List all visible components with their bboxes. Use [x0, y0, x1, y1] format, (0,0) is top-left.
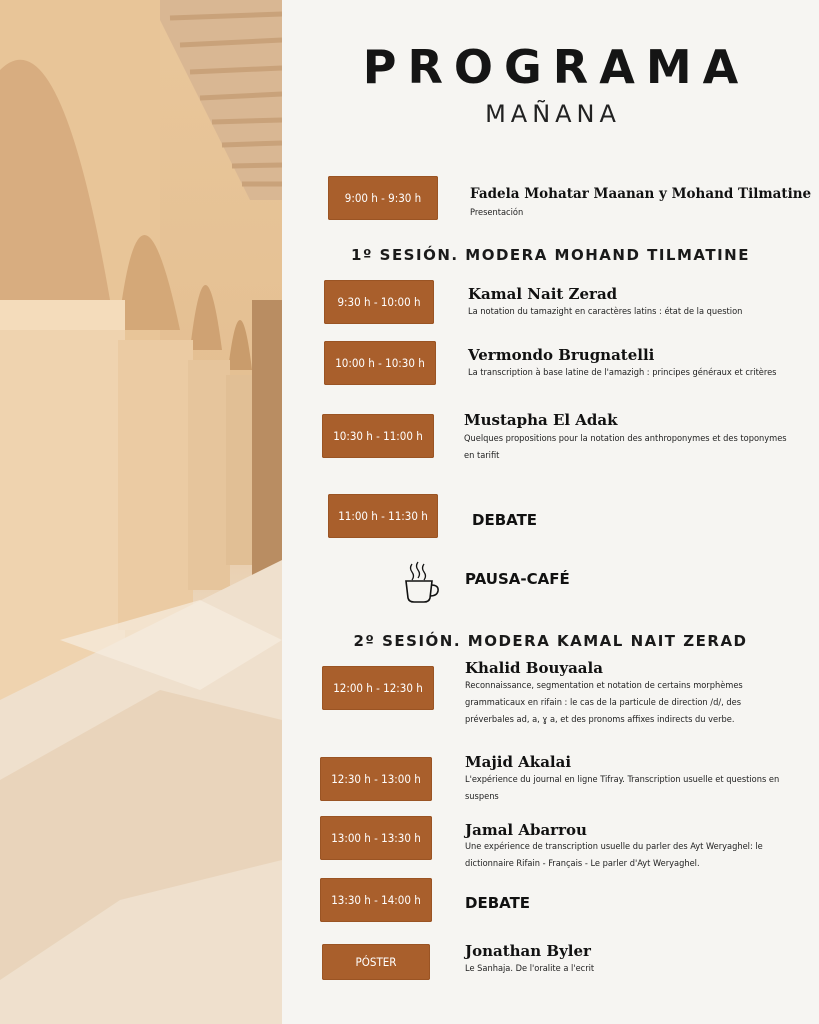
talk-topic: La notation du tamazight en caractères latins : état de la question	[468, 306, 743, 317]
talk-topic: L'expérience du journal en ligne Tifray. Transcription usuelle et questions en suspens	[465, 774, 780, 802]
coffee-cup-icon	[402, 560, 442, 604]
arcade-photo	[0, 0, 282, 1024]
debate-label: DEBATE	[472, 511, 538, 529]
time-badge: 13:00 h - 13:30 h	[320, 816, 432, 860]
talk-topic: Reconnaissance, segmentation et notation de certains morphèmes grammaticaux en rifain : le cas de la particule de direction /d/, des préverbales ad, a, ɣ a, et des pronoms affixes indirects du verbe.	[465, 680, 743, 725]
page-subtitle: MAÑANA	[485, 100, 621, 128]
speaker-name: Kamal Nait Zerad	[468, 285, 618, 303]
speaker-name: Jamal Abarrou	[465, 821, 587, 839]
talk-topic: Presentación	[470, 207, 524, 218]
time-badge: 12:00 h - 12:30 h	[322, 666, 434, 710]
time-badge: 13:30 h - 14:00 h	[320, 878, 432, 922]
speaker-name: Mustapha El Adak	[464, 411, 618, 429]
talk-topic: Quelques propositions pour la notation des anthroponymes et des toponymes en tarifit	[464, 433, 787, 461]
debate-label: DEBATE	[465, 894, 531, 912]
speaker-name: Jonathan Byler	[465, 942, 591, 960]
speaker-name: Vermondo Brugnatelli	[468, 346, 655, 364]
time-badge: 11:00 h - 11:30 h	[328, 494, 438, 538]
time-badge: 12:30 h - 13:00 h	[320, 757, 432, 801]
talk-topic: La transcription à base latine de l'amazigh : principes généraux et critères	[468, 367, 777, 378]
time-badge: 10:00 h - 10:30 h	[324, 341, 436, 385]
session-heading-1: 1º SESIÓN. MODERA MOHAND TILMATINE	[351, 246, 750, 264]
talk-topic: Le Sanhaja. De l'oralite a l'ecrit	[465, 963, 595, 974]
poster-badge: PÓSTER	[322, 944, 430, 980]
break-label: PAUSA-CAFÉ	[465, 570, 570, 588]
speaker-name: Majid Akalai	[465, 753, 572, 771]
time-badge: 9:30 h - 10:00 h	[324, 280, 434, 324]
session-heading-2: 2º SESIÓN. MODERA KAMAL NAIT ZERAD	[353, 632, 748, 650]
talk-topic: Une expérience de transcription usuelle du parler des Ayt Weryaghel: le dictionnaire Rifain - Français - Le parler d'Ayt Weryaghel.	[465, 841, 763, 869]
time-badge: 10:30 h - 11:00 h	[322, 414, 434, 458]
speaker-name: Khalid Bouyaala	[465, 659, 603, 677]
speaker-name: Fadela Mohatar Maanan y Mohand Tilmatine	[470, 186, 812, 202]
page-title: PROGRAMA	[362, 40, 750, 94]
time-badge: 9:00 h - 9:30 h	[328, 176, 438, 220]
